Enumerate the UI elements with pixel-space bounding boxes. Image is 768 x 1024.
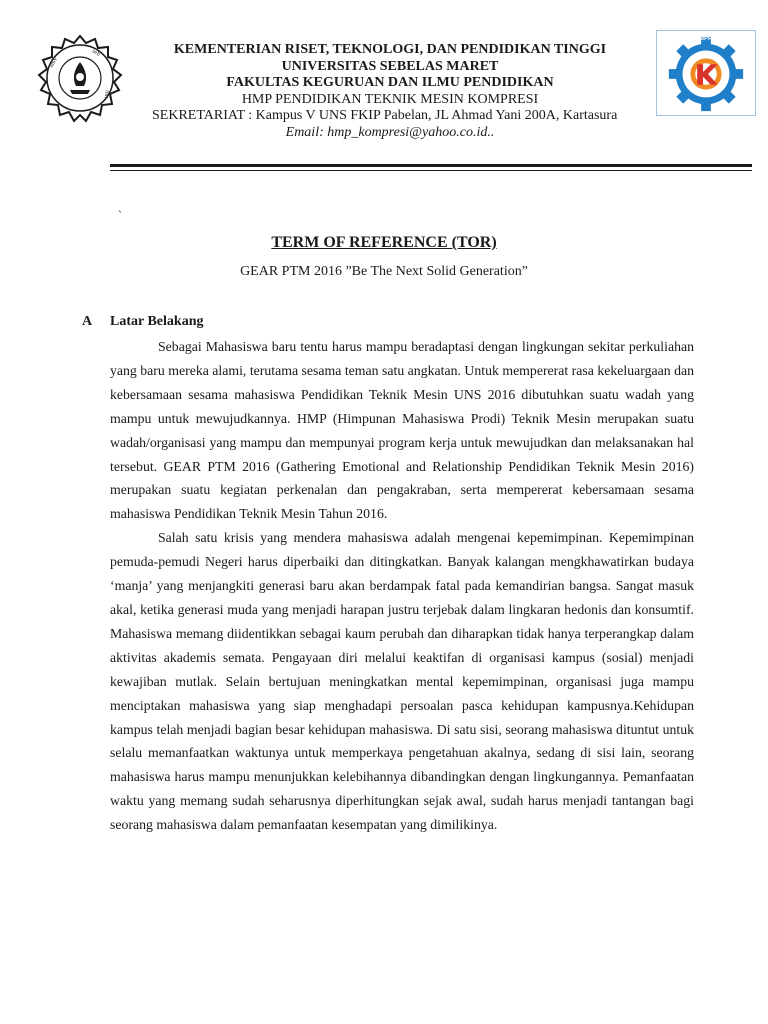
stray-mark: ` (118, 208, 122, 222)
kompresi-logo (656, 30, 756, 116)
university-name: UNIVERSITAS SEBELAS MARET (281, 58, 499, 74)
section-body (110, 335, 694, 837)
section-letter: A (82, 314, 93, 329)
faculty-name: FAKULTAS KEGURUAN DAN ILMU PENDIDIKAN (226, 75, 554, 90)
svg-text:univ: univ (48, 56, 60, 69)
paragraph: Sebagai Mahasiswa baru tentu harus mampu beradaptasi dengan lingkungan sekitar perkuliahan yang baru mereka alami, terutama sesama teman satu angkatan. Untuk mempererat rasa kekeluargaan dan kebersamaan sesama mahasiswa Pendidikan Teknik Mesin UNS 2016 dibutuhkan suatu wadah yang mampu untuk mewujudkannya. HMP (Himpunan Mahasiswa Prodi) Teknik Mesin merupakan suatu wadah/organisasi yang mampu dan mempunyai program kerja untuk mewujudkan dan melaksanakan hal tersebut. GEAR PTM 2016 (Gathering Emotional and Relationship Pendidikan Teknik Mesin 2016) merupakan suatu kegiatan perkenalan dan pengakraban, serta mempererat kebersamaan sesama mahasiswa Pendidikan Teknik Mesin Tahun 2016. (110, 339, 694, 522)
organization-name: HMP PENDIDIKAN TEKNIK MESIN KOMPRESI (241, 91, 539, 107)
secretariat-address: SEKRETARIAT : Kampus V UNS FKIP Pabelan, JL Ahmad Yani 200A, Kartasura (152, 108, 618, 123)
svg-text:seb: seb (91, 48, 101, 58)
section-heading (82, 314, 203, 330)
letterhead-text (140, 42, 640, 141)
svg-text:KOMPRESI: KOMPRESI (690, 35, 722, 42)
letterhead-divider-thin (110, 170, 752, 171)
letterhead (0, 0, 768, 160)
university-seal-logo (30, 30, 130, 130)
document-subtitle: GEAR PTM 2016 ”Be The Next Solid Generation” (240, 264, 528, 279)
ministry-name: KEMENTERIAN RISET, TEKNOLOGI, DAN PENDIDIKAN TINGGI (173, 42, 607, 57)
letterhead-divider-thick (110, 164, 752, 167)
document-title: TERM OF REFERENCE (TOR) (271, 234, 497, 251)
paragraph: Salah satu krisis yang mendera mahasiswa adalah mengenai kepemimpinan. Kepemimpinan pemuda-pemudi Negeri harus diperbaiki dan ditingkatkan. Banyak kalangan mengkhawatirkan budaya ‘manja’ yang menjangkiti generasi baru akan berdampak fatal pada kemandirian bangsa. Sangat masuk akal, ketika generasi muda yang menjadi harapan justru terjebak dalam lingkaran hedonis dan konsumtif. Mahasiswa memang diidentikkan sebagai kaum perubah dan diharapkan tidak hanya terperangkap dalam aktivitas akademis semata. Pengayaan diri melalui keaktifan di organisasi kampus (sosial) menjadi kewajiban mutlak. Selain bertujuan meningkatkan mental kepemimpinan, organisasi juga mampu menciptakan mahasiswa yang siap menghadapi persoalan pasca kehidupan kampusnya.Kehidupan kampus telah menjadi bagian besar kehidupan mahasiswa. Di satu sisi, seorang mahasiswa dituntut untuk selalu memanfaatkan waktunya untuk memperkaya pengetahuan akalnya, sedang di sisi lain, seorang mahasiswa harus mampu menunjukkan kelebihannya dibandingkan dengan lingkungannya. Pemanfaatan waktu yang memang sudah seharusnya diperhitungkan sejak awal, sudah harus menjadi tantangan bagi seorang mahasiswa dalam pemanfaatan kesempatan yang dimilikinya. (110, 530, 694, 833)
section-title: Latar Belakang (110, 314, 204, 329)
svg-text:mrt: mrt (102, 89, 110, 99)
contact-email: Email: hmp_kompresi@yahoo.co.id.. (285, 124, 495, 140)
